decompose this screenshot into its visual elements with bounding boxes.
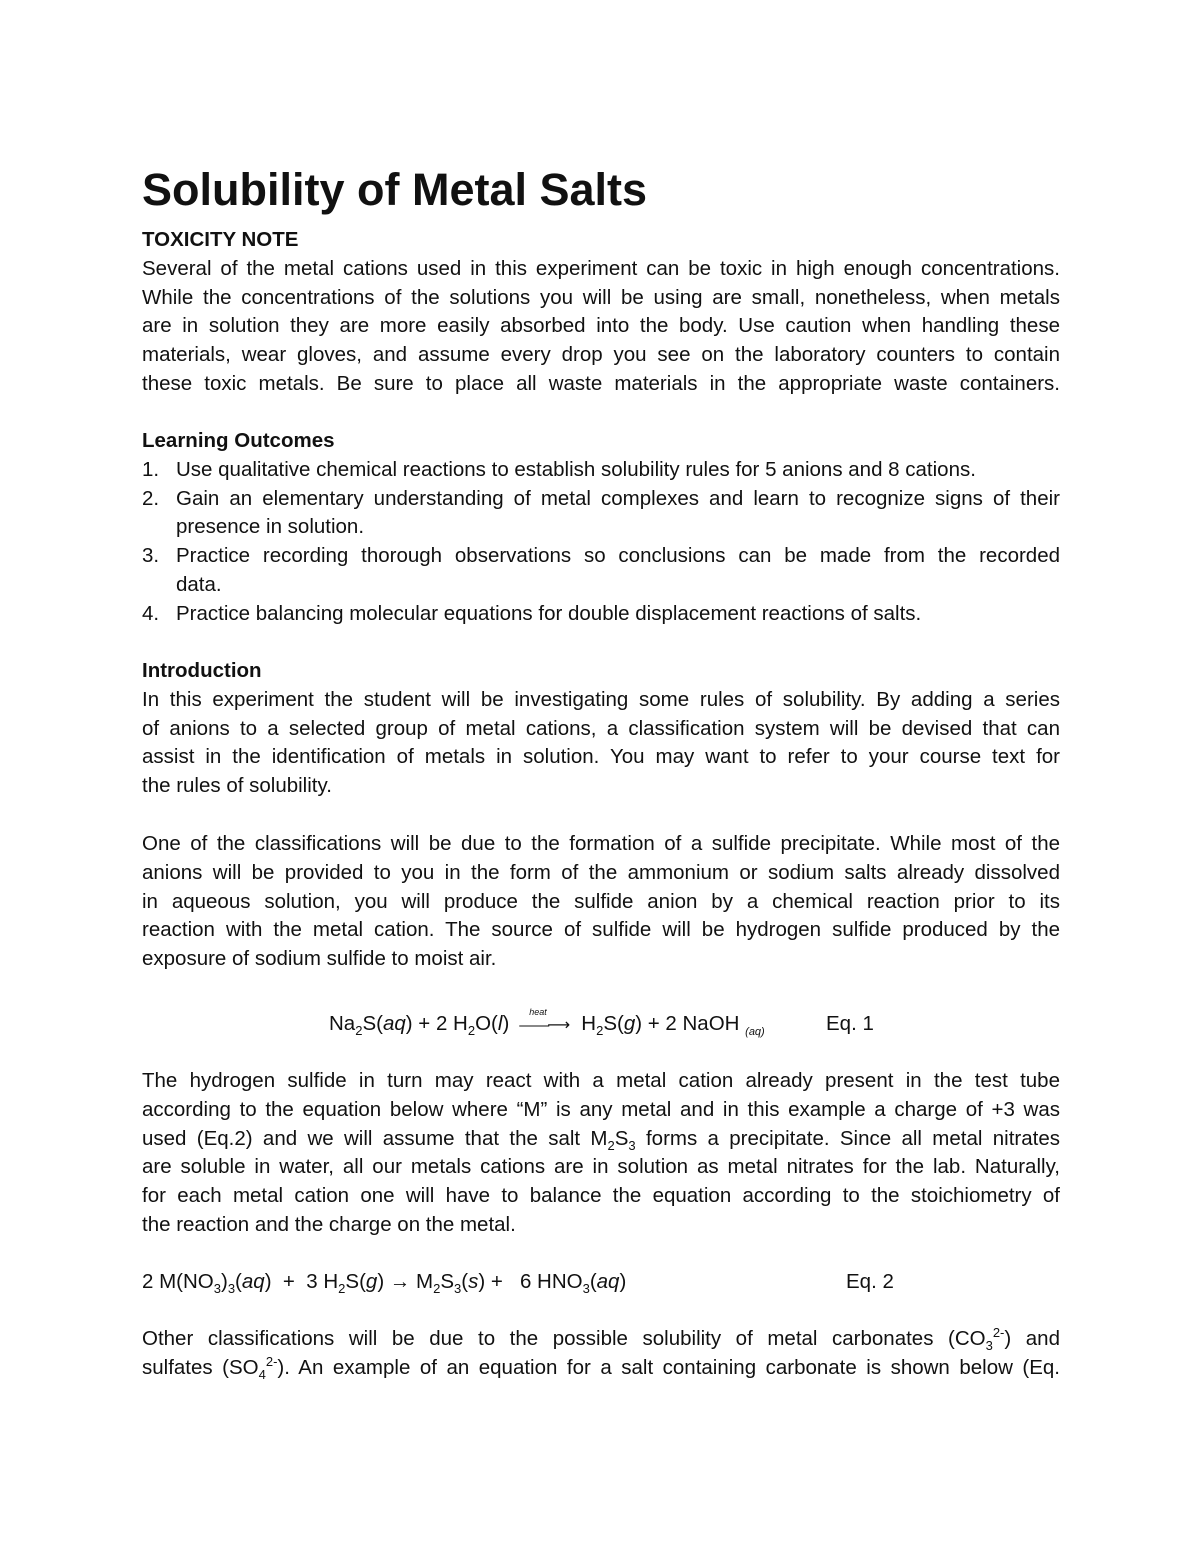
- paragraph-line: the reaction and the charge on the metal.: [142, 1212, 516, 1236]
- introduction-section: [142, 657, 1060, 801]
- toxicity-line: materials, wear gloves, and assume every drop you see on the laboratory counters to contain: [142, 343, 1060, 367]
- list-number: 2.: [142, 486, 160, 510]
- list-text: presence in solution.: [176, 515, 365, 539]
- list-text: data.: [176, 572, 222, 596]
- equation-1-label: Eq. 1: [826, 1012, 874, 1035]
- list-item: [142, 485, 1060, 543]
- list-number: 3.: [142, 544, 160, 568]
- paragraph-line: One of the classifications will be due to the formation of a sulfide precipitate. While most of the: [142, 832, 1060, 855]
- paragraph-line: according to the equation below where “M” is any metal and in this example a charge of +3 was: [142, 1097, 1060, 1121]
- list-text: Practice balancing molecular equations for double displacement reactions of salts.: [176, 601, 922, 625]
- paragraph-line: The hydrogen sulfide in turn may react with a metal cation already present in the test tube: [142, 1069, 1060, 1092]
- equation-1: $Na_2S(aq) + 2$ $H_2O(l)$ heat ——⟶ $H_2S(g) + 2$ NaOH $_{(aq)}$: [329, 1010, 765, 1041]
- page-title: Solubility of Metal Salts: [142, 164, 648, 215]
- list-number: 1.: [142, 457, 160, 481]
- learning-outcomes-section: [142, 427, 1060, 629]
- outcomes-list: [142, 456, 1060, 629]
- paragraph-line: exposure of sodium sulfide to moist air.: [142, 947, 497, 971]
- intro-line: the rules of solubility.: [142, 774, 332, 798]
- list-item: [142, 456, 1060, 485]
- introduction-heading: Introduction: [142, 659, 262, 682]
- paragraph-line: are soluble in water, all our metals cations are in solution as metal nitrates for the lab. Naturally,: [142, 1155, 1060, 1179]
- paragraph-line: anions will be provided to you in the form of the ammonium or sodium salts already dissolved: [142, 860, 1060, 884]
- list-item: [142, 542, 1060, 600]
- toxicity-section: [142, 226, 1060, 399]
- list-item: [142, 600, 1060, 629]
- paragraph-line: in aqueous solution, you will produce the sulfide anion by a chemical reaction prior to its: [142, 889, 1060, 913]
- metal-cation-paragraph: [142, 1067, 1060, 1240]
- learning-outcomes-heading: Learning Outcomes: [142, 429, 335, 452]
- list-text: Practice recording thorough observations so conclusions can be made from the recorded: [176, 544, 1060, 568]
- paragraph-line: sulfates $(SO_4^{2-})$. An example of an equation for a salt containing carbonate is shown below (Eq.: [142, 1353, 1060, 1382]
- list-text: Gain an elementary understanding of metal complexes and learn to recognize signs of their: [176, 486, 1060, 510]
- toxicity-heading: TOXICITY NOTE: [142, 228, 299, 251]
- toxicity-line: While the concentrations of the solutions you will be using are small, nonetheless, when metals: [142, 285, 1060, 309]
- toxicity-line: are in solution they are more easily absorbed into the body. Use caution when handling these: [142, 314, 1060, 338]
- intro-line: In this experiment the student will be investigating some rules of solubility. By adding a series: [142, 687, 1060, 711]
- sulfide-paragraph: [142, 830, 1060, 974]
- paragraph-line: for each metal cation one will have to balance the equation according to the stoichiometry of: [142, 1184, 1060, 1208]
- carbonate-paragraph: [142, 1325, 1060, 1383]
- paragraph-line: reaction with the metal cation. The source of sulfide will be hydrogen sulfide produced by the: [142, 918, 1060, 942]
- list-number: 4.: [142, 601, 160, 625]
- toxicity-line: these toxic metals. Be sure to place all waste materials in the appropriate waste containers.: [142, 371, 1060, 395]
- equation-2-label: Eq. 2: [846, 1270, 894, 1293]
- list-text: Use qualitative chemical reactions to establish solubility rules for 5 anions and 8 cations.: [176, 457, 976, 481]
- reaction-arrow-icon: heat ——⟶: [519, 1007, 569, 1034]
- toxicity-line: Several of the metal cations used in this experiment can be toxic in high enough concentrations.: [142, 256, 1060, 280]
- intro-line: assist in the identification of metals in solution. You may want to refer to your course text for: [142, 745, 1060, 769]
- paragraph-line: Other classifications will be due to the possible solubility of metal carbonates $(CO_3^{2-})$ and: [142, 1325, 1060, 1354]
- equation-2: 2 $M(NO_3)_3(aq) + 3$ $H_2S(g) \to M_2S_3(s) + 6$ $HNO_3(aq)$: [142, 1270, 627, 1297]
- paragraph-line: used (Eq.2) and we will assume that the salt $M_2S_3$ forms a precipitate. Since all metal nitrates: [142, 1126, 1060, 1153]
- intro-line: of anions to a selected group of metal cations, a classification system will be devised that can: [142, 716, 1060, 740]
